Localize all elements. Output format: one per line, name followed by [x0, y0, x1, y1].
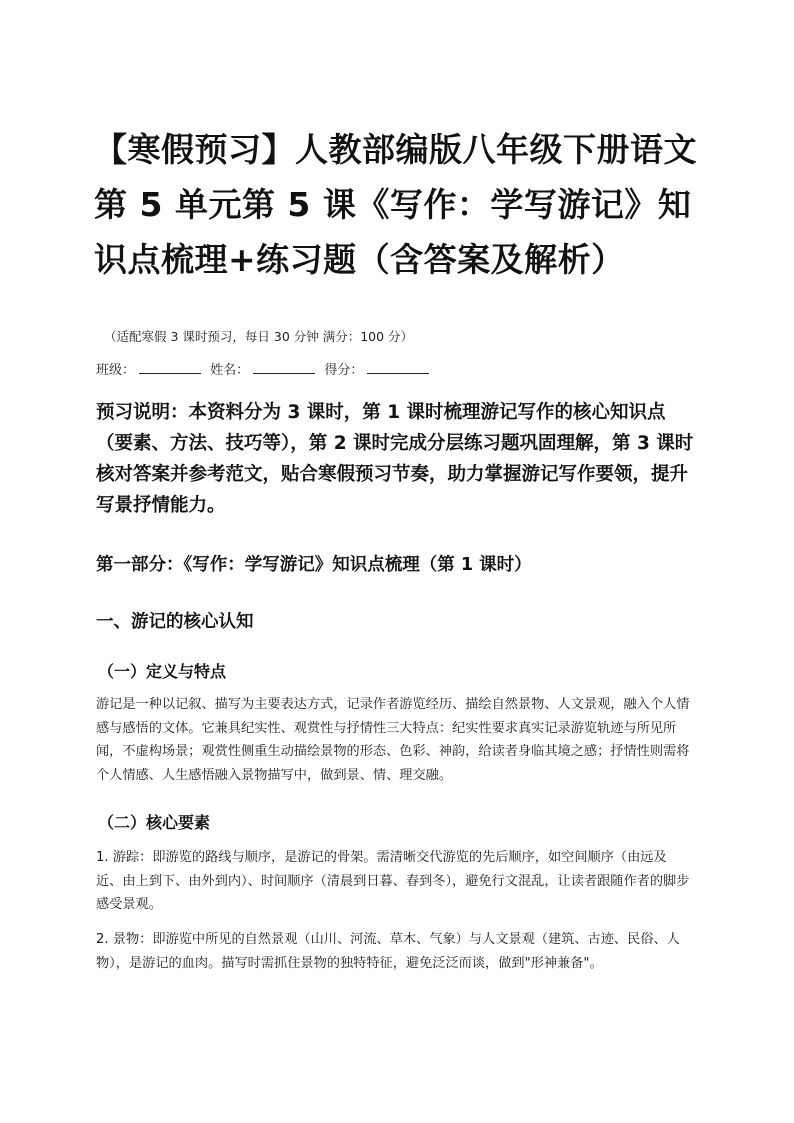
study-meta-note: （适配寒假 3 课时预习，每日 30 分钟 满分：100 分） [104, 329, 414, 344]
name-blank [253, 361, 315, 374]
preview-instructions: 预习说明：本资料分为 3 课时，第 1 课时梳理游记写作的核心知识点（要素、方法、技巧等），第 2 课时完成分层练习题巩固理解，第 3 课时核对答案并参考范文，贴合寒假预习节奏，助力掌握游记写作要领，提升写景抒情能力。 [96, 402, 694, 516]
class-label: 班级： [96, 363, 136, 378]
subsection-elements-heading: （二）核心要素 [98, 813, 211, 832]
part1-heading: 第一部分：《写作：学写游记》知识点梳理（第 1 课时） [96, 555, 532, 575]
student-info-fields [96, 359, 434, 378]
document-title: 【寒假预习】人教部编版八年级下册语文第 5 单元第 5 课《写作：学写游记》知识点梳理+练习题（含答案及解析） [94, 130, 697, 279]
class-blank [139, 361, 201, 374]
element-item-scenery: 2. 景物：即游览中所见的自然景观（山川、河流、草木、气象）与人文景观（建筑、古迹、民俗、人物），是游记的血肉。描写时需抓住景物的独特特征，避免泛泛而谈，做到"形神兼备"。 [96, 932, 680, 971]
subsection-definition-heading: （一）定义与特点 [98, 662, 227, 681]
name-label: 姓名： [210, 363, 250, 378]
score-blank [367, 361, 429, 374]
definition-paragraph: 游记是一种以记叙、描写为主要表达方式，记录作者游览经历、描绘自然景物、人文景观，融入个人情感与感悟的文体。它兼具纪实性、观赏性与抒情性三大特点：纪实性要求真实记录游览轨迹与所见所闻，不虚构场景；观赏性侧重生动描绘景物的形态、色彩、神韵，给读者身临其境之感；抒情性则需将个人情感、人生感悟融入景物描写中，做到景、情、理交融。 [96, 697, 690, 783]
element-item-route: 1. 游踪：即游览的路线与顺序，是游记的骨架。需清晰交代游览的先后顺序，如空间顺序（由远及近、由上到下、由外到内）、时间顺序（清晨到日暮、春到冬），避免行文混乱，让读者跟随作者的脚步感受景观。 [96, 850, 690, 912]
section1-heading: 一、游记的核心认知 [96, 612, 254, 632]
score-label: 得分： [324, 363, 364, 378]
